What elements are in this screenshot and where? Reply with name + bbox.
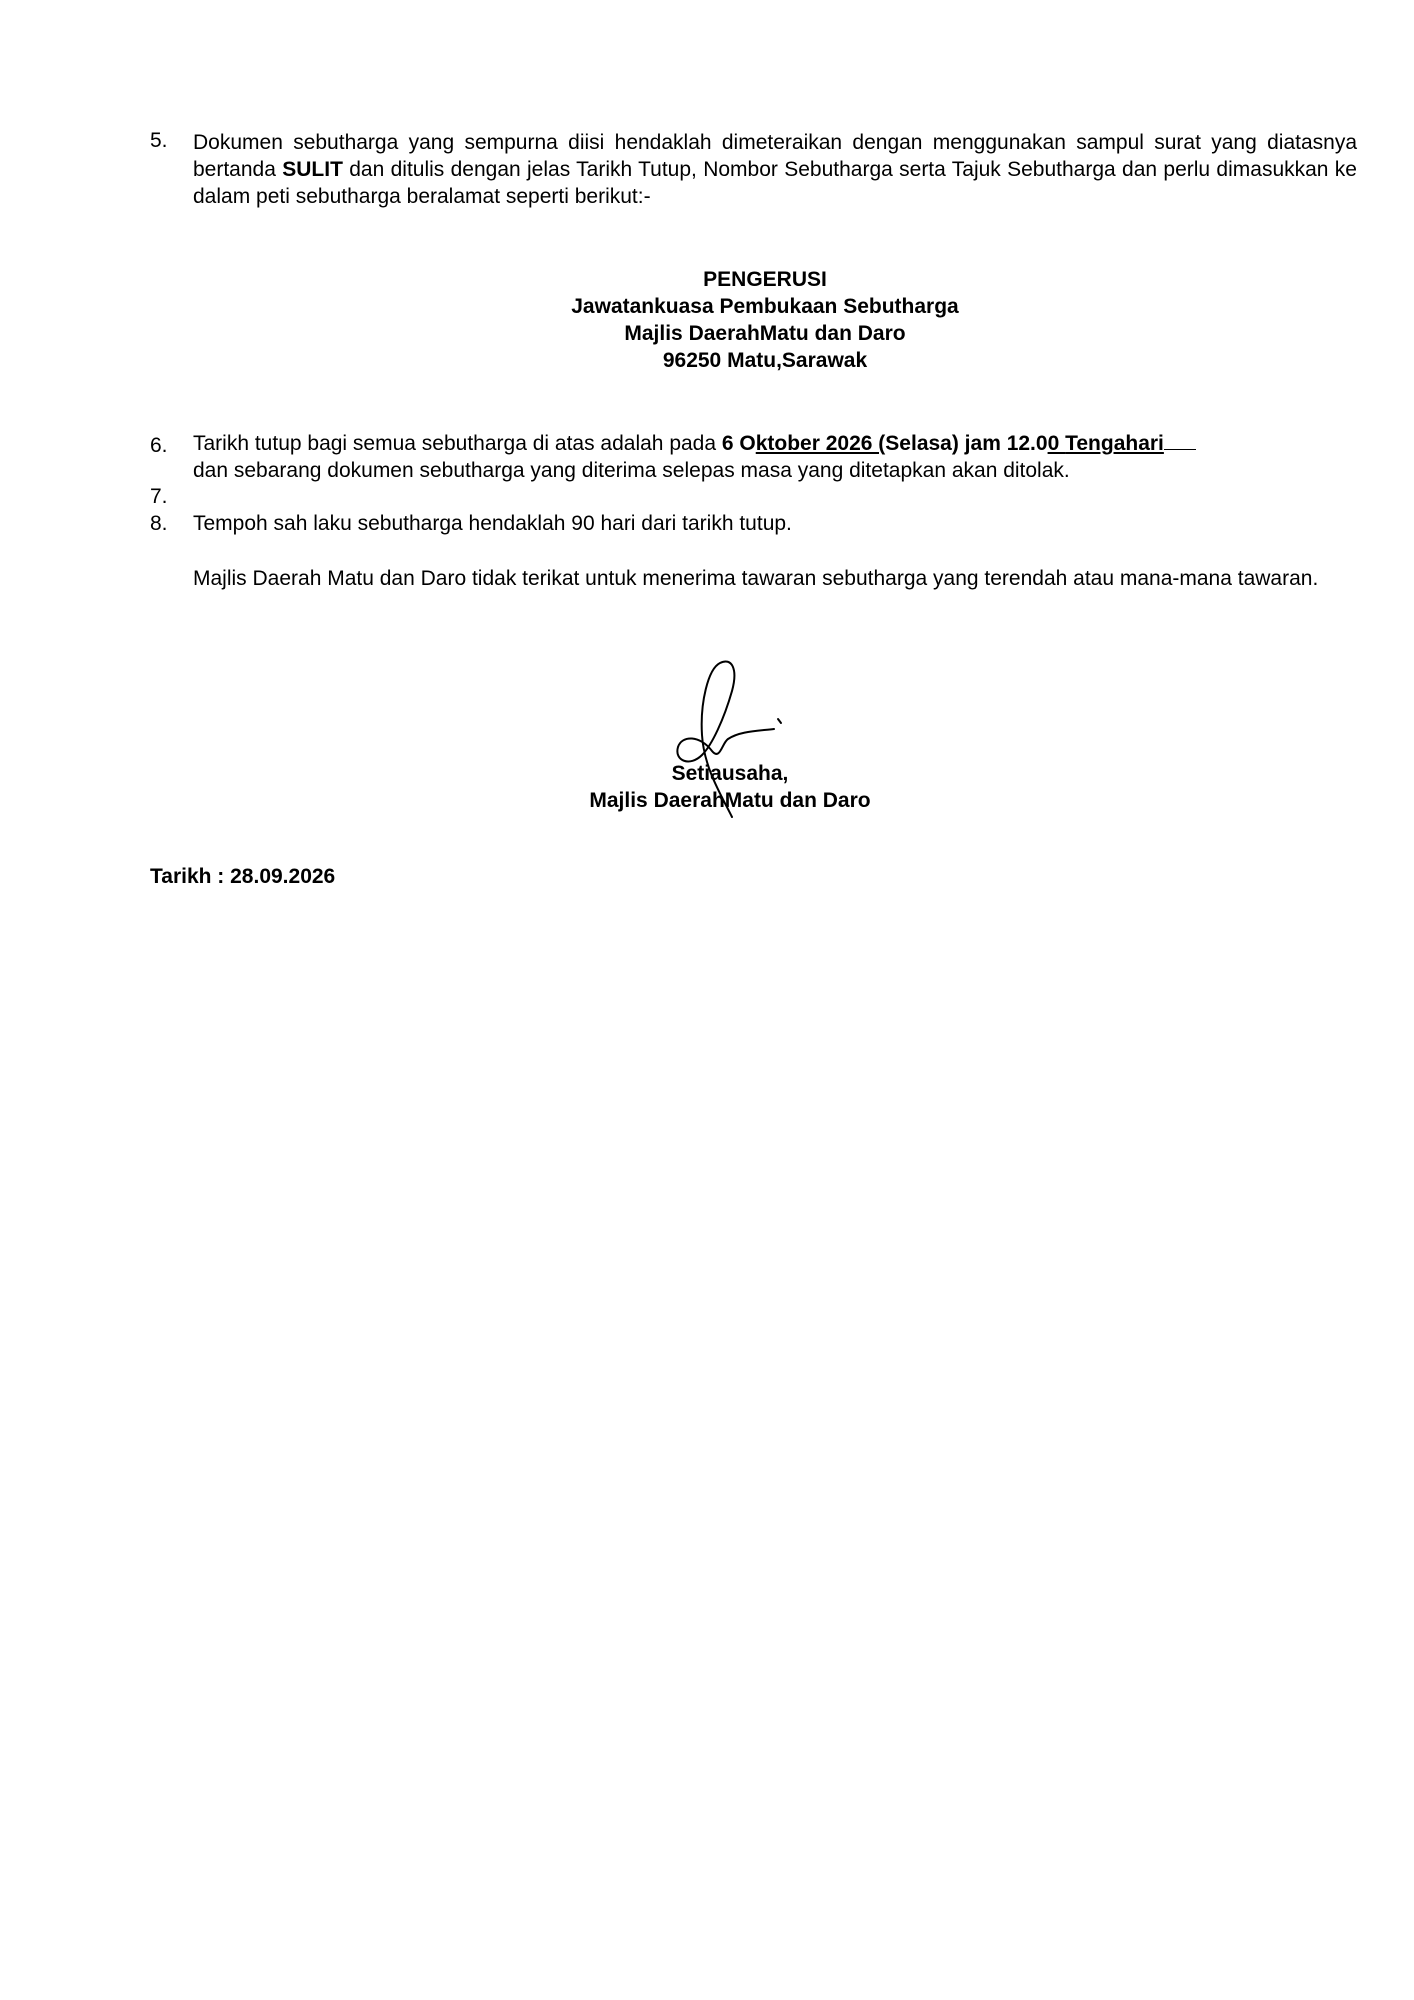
address-line-1: PENGERUSI [703,268,827,291]
signature-title: Setiausaha, [671,762,789,785]
item-5-text-part1: Dokumen sebutharga yang sempurna diisi hendaklah dimeteraikan dengan menggunakan sampul surat yang diatasnya bertanda [193,131,1357,181]
item-8-number: 8. [150,512,168,535]
address-line-4: 96250 Matu,Sarawak [662,349,868,372]
item-6-number: 6. [150,434,168,457]
item-6-text-part2: dan sebarang dokumen sebutharga yang diterima selepas masa yang ditetapkan akan ditolak. [193,459,1070,482]
item-6-blank-line [1164,431,1196,450]
item-5-number: 5. [150,129,168,152]
item-6-date-day: 6 O [721,432,756,455]
signature-block [0,760,1414,814]
item-5-bold-word: SULIT [282,158,343,181]
item-8-text: Tempoh sah laku sebutharga hendaklah 90 hari dari tarikh tutup. [193,512,792,535]
item-6-time-label: Tengahari [1065,432,1164,455]
item-7-number: 7. [150,485,168,508]
address-block [0,266,1414,374]
signature-organization: Majlis DaerahMatu dan Daro [589,789,871,812]
address-line-3: Majlis DaerahMatu dan Daro [624,322,906,345]
address-line-2: Jawatankuasa Pembukaan Sebutharga [571,295,959,318]
item-6-text [193,430,1357,484]
item-5-text [193,129,1357,210]
item-6-time-tail: 0 [1047,432,1066,455]
item-6-day-time: Selasa) jam 12.0 [885,432,1048,455]
item-6-text-part1: Tarikh tutup bagi semua sebutharga di atas adalah pada [193,432,722,455]
item-5-text-part2: dan ditulis dengan jelas Tarikh Tutup, Nombor Sebutharga serta Tajuk Sebutharga dan perlu dimasukkan ke dalam peti sebutharga beralamat seperti berikut:- [193,158,1357,208]
item-6-date-rest: ktober 2026 ( [755,432,886,455]
disclaimer-text: Majlis Daerah Matu dan Daro tidak terikat untuk menerima tawaran sebutharga yang terendah atau mana-mana tawaran. [193,567,1319,590]
document-date: Tarikh : 28.09.2026 [150,865,336,888]
